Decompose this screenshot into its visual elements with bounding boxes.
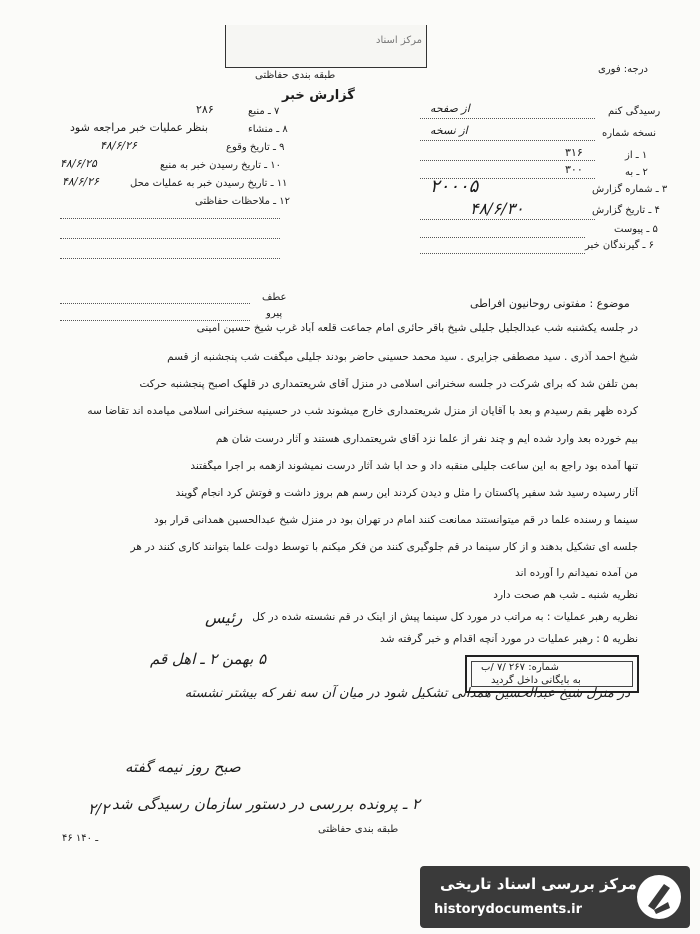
stamp-line2: به بایگانی داخل گردید [491,675,581,686]
classification-bottom: طبقه بندی حفاظتی [318,824,399,835]
body-line: در جلسه یکشنبه شب عبدالجلیل جلیلی شیخ باقر حائری امام جماعت قلعه آباد غرب شیخ حسین امینی [196,322,638,334]
body-line: من آمده نمیدانم را آورده اند [515,567,638,579]
right-field-value: ۳۱۶ [565,146,583,159]
left-field-value: ۴۸/۶/۲۶ [100,139,137,152]
side-note-peyro: پیرو [266,308,283,319]
body-line: جلسه ای تشکیل بدهند و از کار سینما در قم جلوگیری کنند من فکر میکنم با توسط دولت علما بتوانند کاری کنند در هر [130,541,638,553]
subject-line: موضوع : مفتونی روحانیون افراطی [470,297,630,310]
left-field-value: ۴۸/۶/۲۶ [62,175,99,188]
left-field-label: ۱۲ ـ ملاحظات حفاظتی [195,196,290,207]
body-line: نظریه شنبه ـ شب هم صحت دارد [493,589,638,601]
handwritten-line: ۲ ـ پرونده بررسی در دستور سازمان رسیدگی شد [112,795,420,813]
top-box-text: مرکز اسناد [376,35,423,46]
handwritten-line: ۲/۲ [88,800,110,818]
left-field-label: ۱۰ ـ تاریخ رسیدن خبر به منبع [160,160,282,171]
right-field-value: از نسخه [430,124,468,137]
brand-logo-icon [634,872,684,922]
side-note-atf: عطف [262,292,287,303]
body-line: نظریه ۵ : رهبر عملیات در مورد آنچه اقدام و خبر گرفته شد [380,633,638,645]
handwritten-line: ۵ بهمن ۲ ـ اهل قم [150,650,267,668]
grade-label: درجه: فوری [598,64,648,75]
left-field-value: ۴۸/۶/۲۵ [60,157,97,170]
body-line: آثار رسیده رسید شد سفیر پاکستان را مثل و دیدن کردند این رسم هم بروز داشت و فوتش کرد انجام گویند [175,487,638,499]
body-line: سینما و رسنده علما در قم میتوانستند ممانعت کنند امام در تهران بود در منزل شیخ عبدالحسین همدانی قرار بود [154,514,638,526]
right-field-label: ۶ ـ گیرندگان خبر [585,240,655,251]
right-field-label: ۳ ـ شماره گزارش [592,184,668,195]
body-line: نظریه رهبر عملیات : به مراتب در مورد کل سینما پیش از اینک در قم نشسته شده در کل [252,611,638,623]
right-field-label: ۴ ـ تاریخ گزارش [592,205,660,216]
left-field-label: ۸ ـ منشاء [248,124,288,135]
form-code: ۴۶ ـ ۱۴۰ [62,833,99,844]
right-field-label: ۵ ـ پیوست [614,224,658,235]
left-field-value: بنظر عملیات خبر مراجعه شود [70,121,209,134]
right-field-value: از صفحه [430,102,470,115]
right-field-label: ۱ ـ از [625,150,648,161]
report-date-value: ۴۸/۶/۳۰ [470,199,524,218]
brand-url: historydocuments.ir [434,902,583,917]
left-field-label: ۱۱ ـ تاریخ رسیدن خبر به عملیات محل [130,178,288,189]
right-field-value: ۳۰۰ [565,163,583,176]
brand-name: مرکز بررسی اسناد تاریخی [440,875,637,893]
right-field-label: رسیدگی کنم [608,106,661,117]
body-line: شیخ احمد آذری . سید مصطفی جزایری . سید محمد حسینی حاضر بودند جلیلی میگفت شب پنجشنبه از قسم [167,351,638,363]
body-line: کرده ظهر بقم رسیدم و بعد با آقایان از منزل شریعتمداری خارج میشوند شب در حسینیه سخنرانی اسلامی میامده اند تقاضا سه [87,405,638,417]
body-line: تنها آمده بود راجع به این ساعت جلیلی منقبه داد و حد ابا شد آثار درست نمیشوند ازهمه بر اجرا میگفتند [190,460,638,472]
doc-title: گزارش خبر [282,88,355,103]
handwritten-line: صبح روز نیمه گفته [125,758,241,776]
right-field-label: نسخه شماره [602,128,656,139]
stamp-line1: شماره: ۲۶۷ /۷ /ب [481,662,559,673]
left-field-label: ۷ ـ منبع [248,106,280,117]
left-field-value: ۲۸۶ [196,103,214,116]
report-number-value: ۲۰۰۰۵ [430,176,479,197]
signature-mark: رئیس [205,608,243,627]
body-line: بمن تلفن شد که برای شرکت در جلسه سخنرانی اسلامی در منزل آقای شریعتمداری در قلهک اصبح پنجشنبه حرکت [139,378,638,390]
classification-top: طبقه بندی حفاظتی [255,70,336,81]
top-stamp-box [225,25,427,68]
brand-banner [420,866,690,928]
right-field-label: ۲ ـ به [625,167,648,178]
left-field-label: ۹ ـ تاریخ وقوع [226,142,285,153]
handwritten-line: در منزل شیخ عبدالحسین همدانی تشکیل شود در میان آن سه نفر که بیشتر نشسته [184,686,630,701]
body-line: بیم خورده بعد وارد شده ایم و چند نفر از علما نزد آقای شریعتمداری هستند و آثار درست شان هم [215,433,638,445]
